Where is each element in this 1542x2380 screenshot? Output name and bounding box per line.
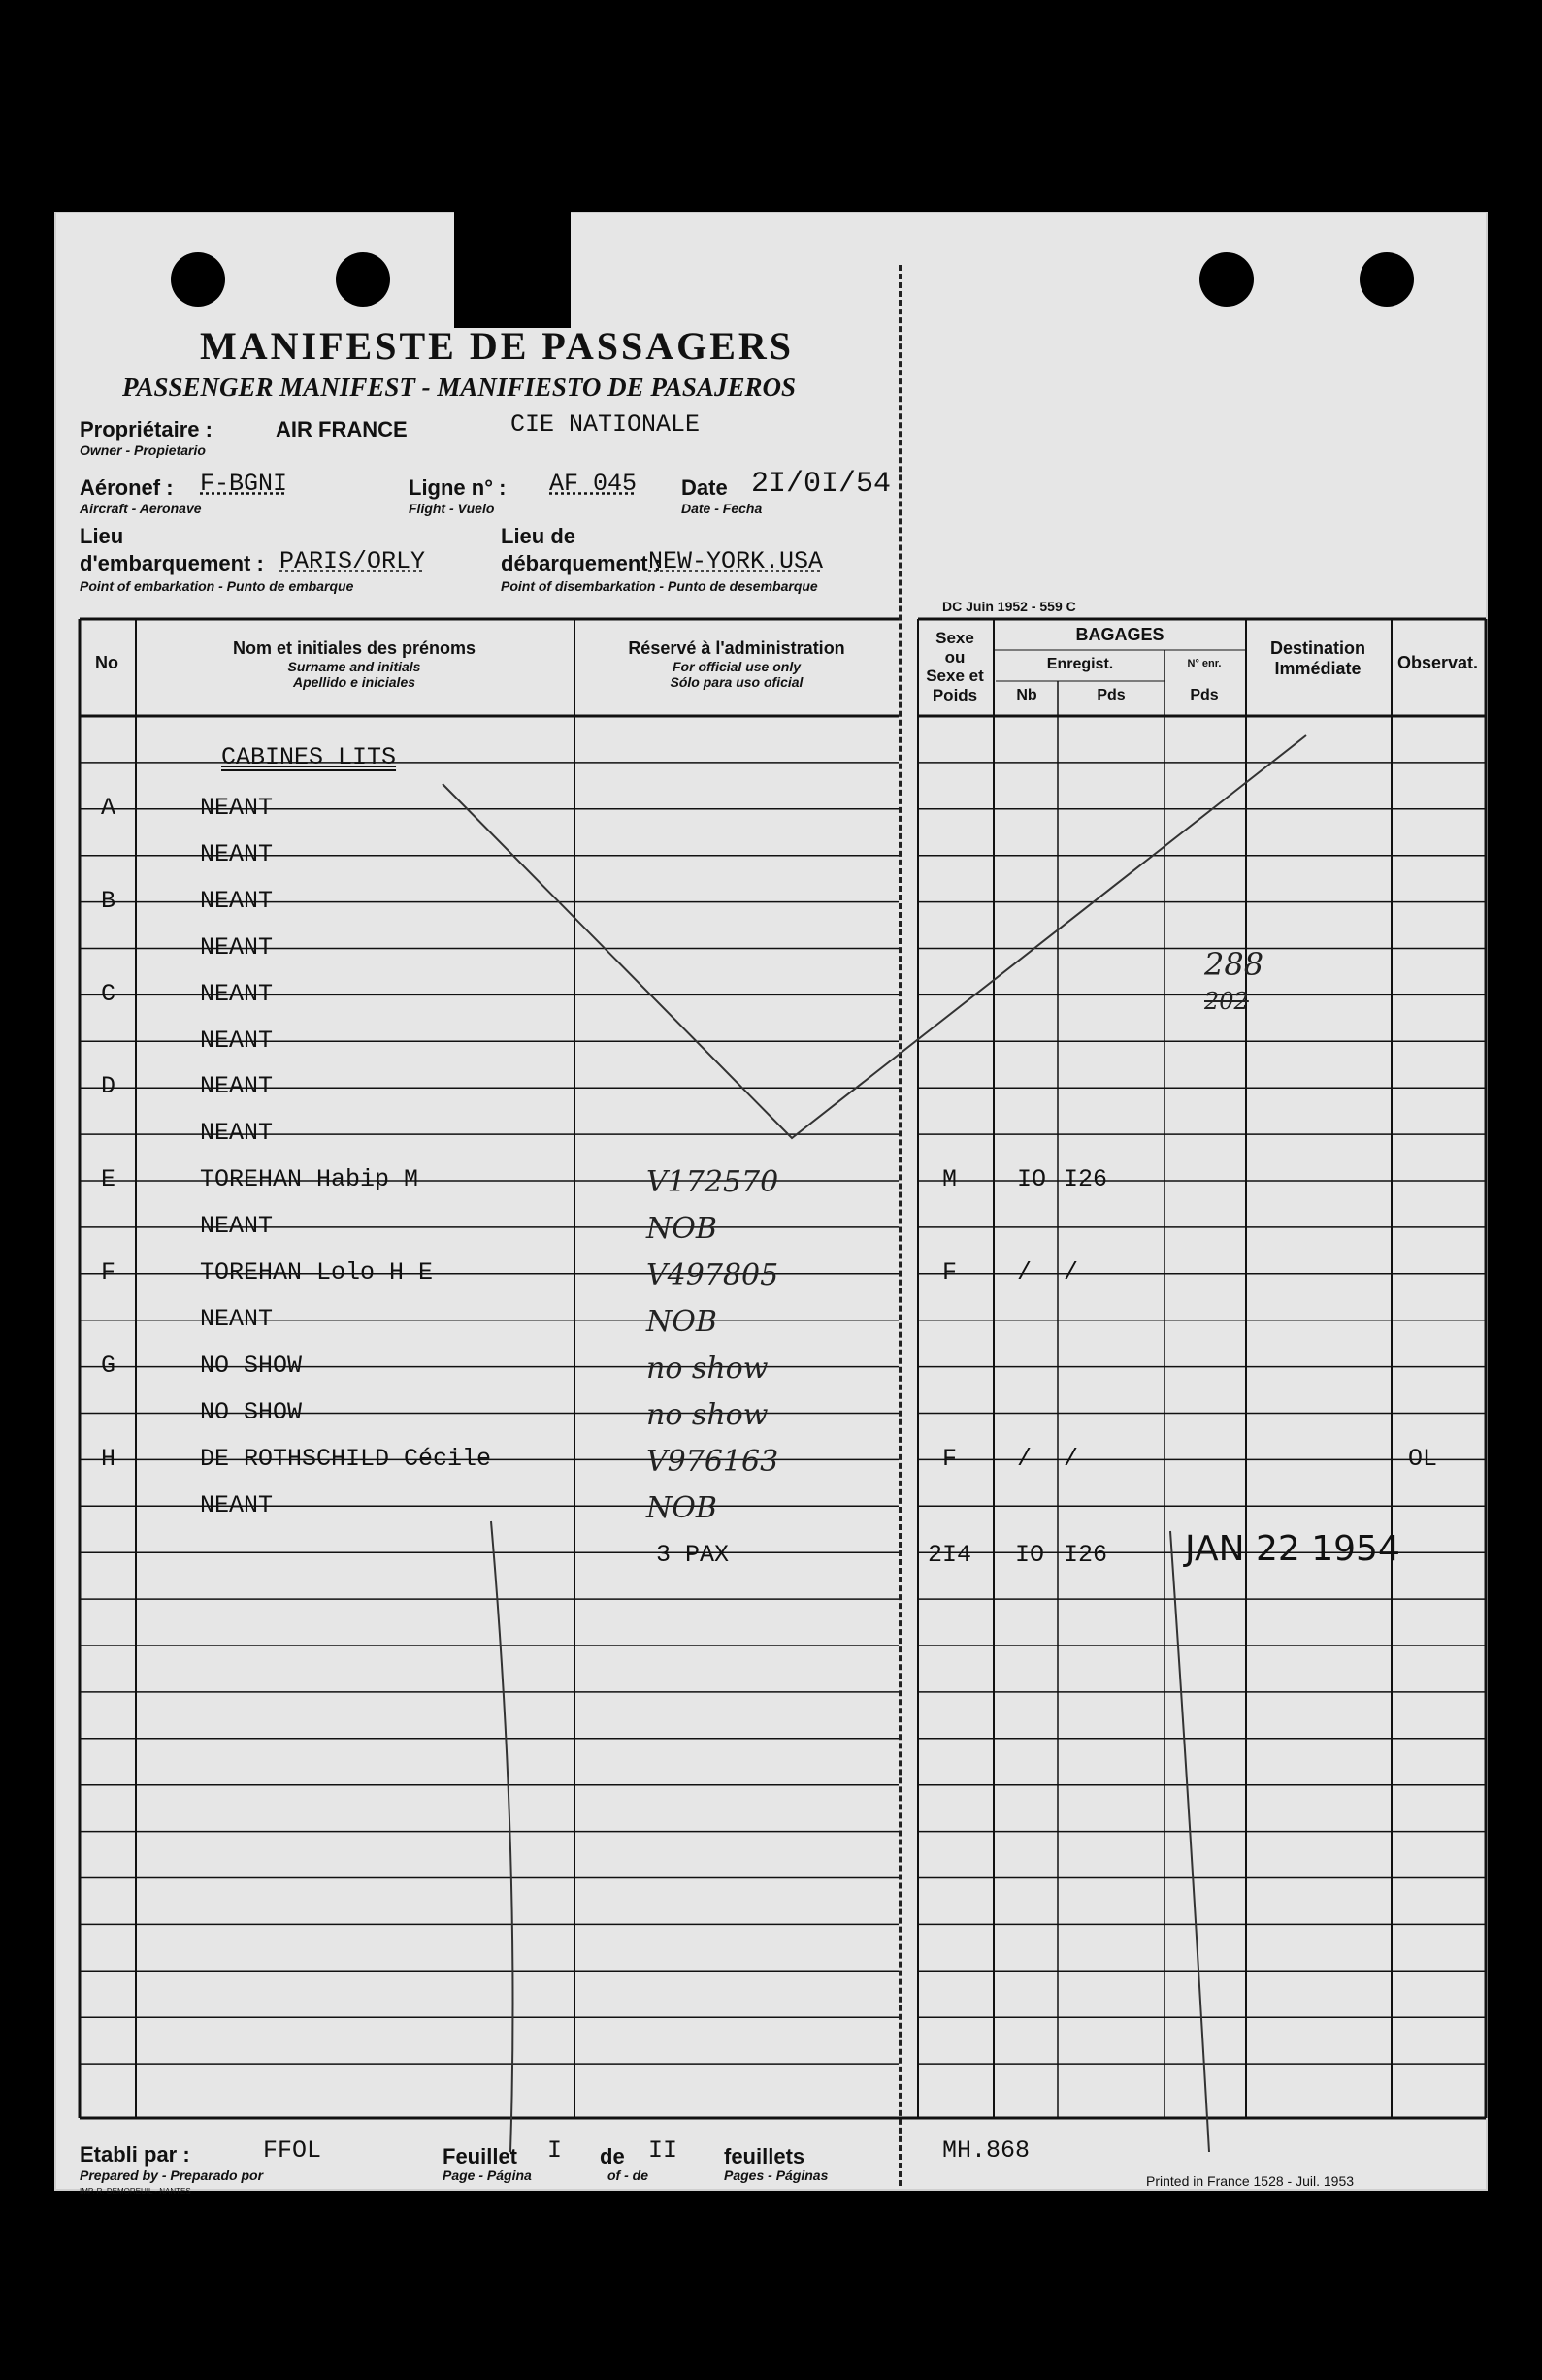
col-nb: Nb [1016, 687, 1037, 703]
prepared-label: Etabli par : [80, 2142, 190, 2167]
perforation-line [899, 265, 911, 2186]
margin-note: 202 [1204, 988, 1249, 1015]
row-letter: B [101, 886, 116, 915]
col-admin: Réservé à l'administration For official use only Sólo para uso oficial [628, 638, 845, 690]
total-pds: I26 [1064, 1541, 1108, 1569]
section-title: CABINES LITS [221, 743, 397, 771]
page-value: I [547, 2136, 563, 2165]
page-label: Feuillet [443, 2144, 518, 2168]
passenger-name: NEANT [200, 1490, 274, 1519]
disembark-label-1: Lieu de [501, 524, 576, 548]
observation: OL [1408, 1444, 1438, 1473]
sexe-cell: F [942, 1258, 958, 1287]
admin-note: V172570 [646, 1165, 779, 1200]
flight-sub: Flight - Vuelo [409, 501, 495, 516]
date-value: 2I/0I/54 [751, 468, 892, 501]
page-subtitle: PASSENGER MANIFEST - MANIFIESTO DE PASAJEROS [122, 373, 796, 402]
embark-label-1: Lieu [80, 524, 124, 548]
baggage-count: / [1017, 1444, 1033, 1473]
check-mark-stroke [443, 735, 1306, 1138]
total-nb: IO [1015, 1541, 1045, 1569]
col-bagages: BAGAGES [1075, 625, 1165, 644]
punch-hole [1199, 252, 1254, 307]
admin-note: NOB [646, 1212, 717, 1247]
admin-note: no show [646, 1397, 769, 1432]
row-letter: C [101, 979, 116, 1008]
total-pax: 3 PAX [656, 1541, 730, 1569]
aircraft-label: Aéronef : [80, 475, 174, 500]
passenger-name: NEANT [200, 794, 274, 822]
flight-value: AF 045 [549, 470, 638, 498]
baggage-weight: / [1064, 1444, 1079, 1473]
col-sexe: Sexe ou Sexe et Poids [926, 629, 984, 704]
of-value: II [648, 2136, 678, 2165]
row-letter: E [101, 1165, 116, 1194]
embark-sub: Point of embarkation - Punto de embarque [80, 578, 354, 594]
prepared-value: FFOL [263, 2136, 322, 2165]
margin-stroke [491, 1521, 513, 2152]
aircraft-value: F-BGNI [200, 470, 288, 498]
row-letter: D [101, 1072, 116, 1101]
passenger-name: NEANT [200, 979, 274, 1008]
passenger-name: NEANT [200, 932, 274, 962]
passenger-name: NEANT [200, 1072, 274, 1101]
passenger-name: NEANT [200, 1212, 274, 1241]
manifest-sheet [54, 212, 1488, 2196]
sexe-cell: M [942, 1165, 958, 1194]
passenger-name: DE ROTHSCHILD Cécile [200, 1444, 492, 1473]
aircraft-sub: Aircraft - Aeronave [80, 501, 202, 516]
col-nenr: N° enr. [1187, 658, 1222, 669]
total-sexe: 2I4 [928, 1541, 972, 1569]
margin-note: 288 [1204, 946, 1264, 983]
punch-hole [1360, 252, 1414, 307]
torn-tab [454, 212, 571, 328]
disembark-value: NEW-YORK.USA [648, 547, 824, 575]
flight-label: Ligne n° : [409, 475, 507, 500]
page-title: MANIFESTE DE PASSAGERS [200, 324, 795, 368]
disembark-label-2: débarquement : [501, 551, 662, 575]
row-letter: A [101, 794, 116, 822]
row-letter: F [101, 1258, 116, 1287]
passenger-name: NEANT [200, 1119, 274, 1148]
owner-sub: Owner - Propietario [80, 442, 206, 458]
row-letter: H [101, 1444, 116, 1473]
baggage-weight: / [1064, 1258, 1079, 1287]
form-ref: DC Juin 1952 - 559 C [942, 599, 1076, 614]
punch-hole [336, 252, 390, 307]
admin-note: NOB [646, 1304, 717, 1339]
sexe-cell: F [942, 1444, 958, 1473]
pages-sub: Pages - Páginas [724, 2168, 829, 2183]
row-letter: G [101, 1351, 116, 1380]
passenger-name: NEANT [200, 1304, 274, 1333]
owner-label: Propriétaire : [80, 417, 213, 441]
pages-label: feuillets [724, 2144, 805, 2168]
margin-stroke [1170, 1531, 1209, 2152]
passenger-name: NO SHOW [200, 1397, 303, 1426]
manifest-grid [54, 212, 1488, 2191]
col-no: No [95, 653, 118, 672]
printed-note: Printed in France 1528 - Juil. 1953 [1146, 2173, 1355, 2189]
admin-note: no show [646, 1351, 769, 1386]
baggage-count: / [1017, 1258, 1033, 1287]
form-number: MH.868 [942, 2136, 1031, 2165]
passenger-name: NEANT [200, 839, 274, 868]
embark-label-2: d'embarquement : [80, 551, 264, 575]
col-name: Nom et initiales des prénoms Surname and initials Apellido e iniciales [232, 638, 476, 690]
col-pds: Pds [1097, 687, 1126, 703]
printer-imprint: IMP. R. DEMOREUIL - NANTES [80, 2187, 191, 2196]
admin-note: NOB [646, 1490, 717, 1525]
owner-value: AIR FRANCE [276, 417, 408, 441]
col-enreg: Enregist. [1046, 656, 1114, 672]
of-sub: of - de [607, 2168, 648, 2183]
admin-note: V976163 [646, 1444, 779, 1479]
baggage-count: IO [1017, 1165, 1047, 1194]
date-sub: Date - Fecha [681, 501, 763, 516]
disembark-sub: Point of disembarkation - Punto de desembarque [501, 578, 818, 594]
date-stamp: JAN 22 1954 [1185, 1529, 1400, 1569]
col-observ: Observat. [1396, 653, 1479, 672]
company-type: CIE NATIONALE [510, 410, 701, 439]
of-label: de [600, 2144, 625, 2168]
baggage-weight: I26 [1064, 1165, 1108, 1194]
punch-hole [171, 252, 225, 307]
col-pds2: Pds [1190, 687, 1219, 703]
passenger-name: NO SHOW [200, 1351, 303, 1380]
embark-value: PARIS/ORLY [279, 547, 426, 575]
passenger-name: TOREHAN Lolo H E [200, 1258, 434, 1287]
passenger-name: NEANT [200, 1026, 274, 1055]
passenger-name: TOREHAN Habip M [200, 1165, 419, 1194]
page-sub: Page - Página [443, 2168, 532, 2183]
passenger-name: NEANT [200, 886, 274, 915]
prepared-sub: Prepared by - Preparado por [80, 2168, 264, 2183]
col-destination: Destination Immédiate [1269, 638, 1365, 678]
date-label: Date [681, 475, 728, 500]
admin-note: V497805 [646, 1258, 779, 1292]
